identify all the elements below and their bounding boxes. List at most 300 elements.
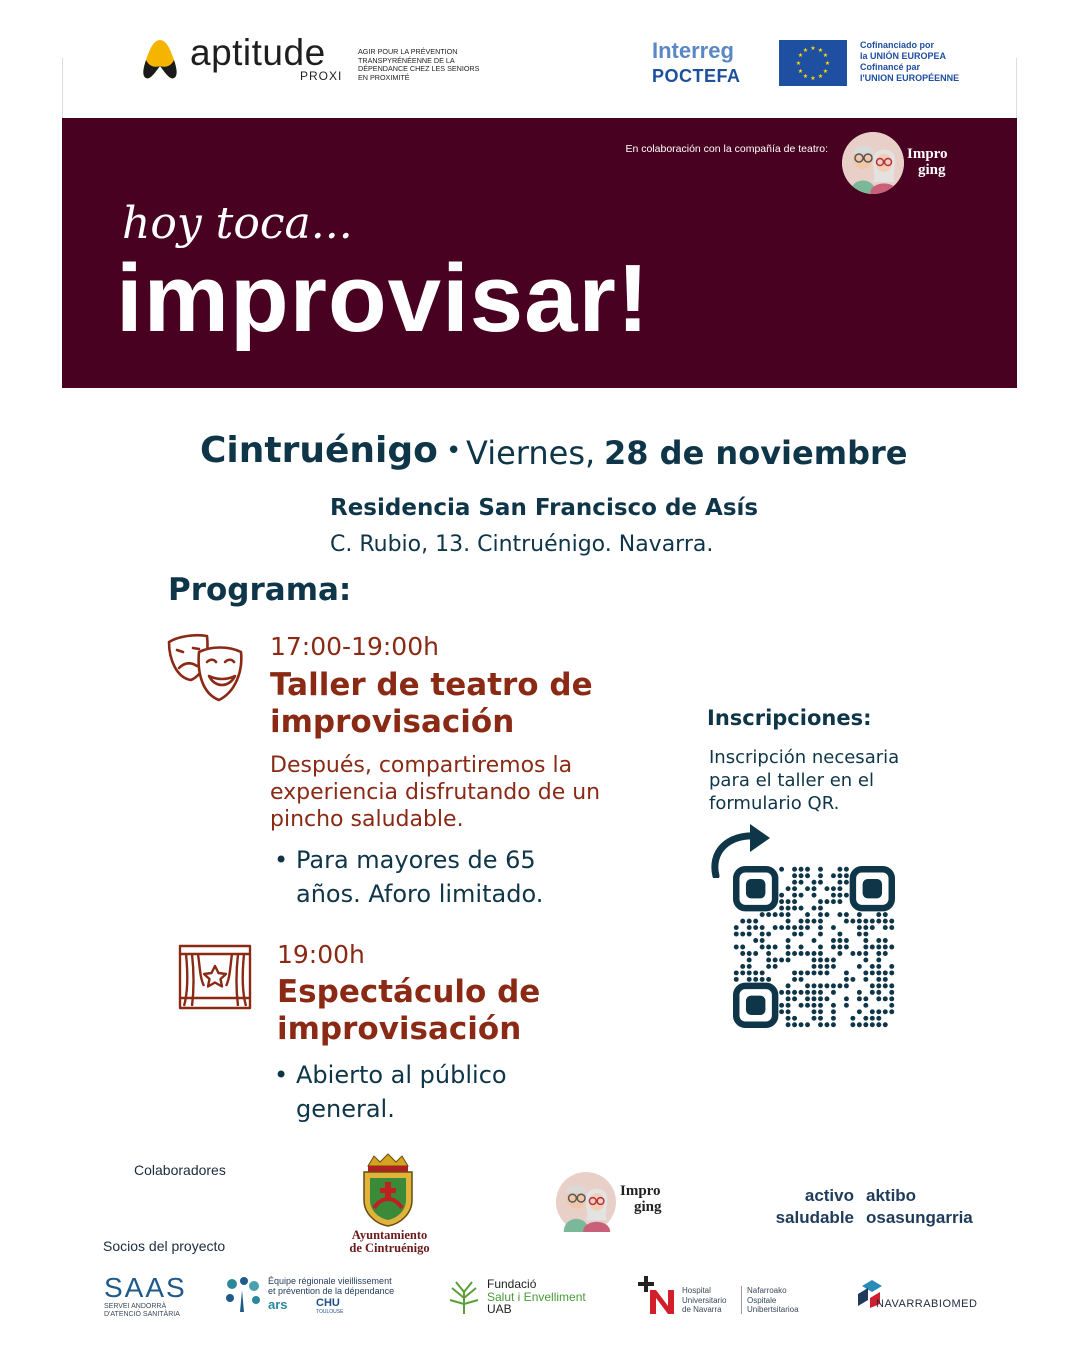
stage-curtain-icon — [178, 944, 252, 1010]
qr-module — [805, 873, 810, 878]
qr-module — [818, 957, 823, 962]
qr-module — [876, 945, 881, 950]
qr-module — [766, 945, 771, 950]
qr-module — [812, 880, 817, 885]
qr-module — [837, 983, 842, 988]
qr-module — [857, 996, 862, 1001]
qr-module — [889, 925, 894, 930]
coat-of-arms-icon — [358, 1152, 418, 1228]
qr-module — [812, 1003, 817, 1008]
qr-module — [766, 957, 771, 962]
qr-module — [844, 1003, 849, 1008]
qr-module — [753, 938, 758, 943]
qr-module — [799, 867, 804, 872]
qr-module — [844, 867, 849, 872]
qr-module — [818, 996, 823, 1001]
qr-module — [824, 983, 829, 988]
qr-module — [850, 951, 855, 956]
ayuntamiento-logo-text — [332, 1229, 447, 1255]
event-day: Viernes, — [466, 434, 596, 472]
qr-module — [760, 925, 765, 930]
qr-module — [805, 970, 810, 975]
qr-module — [773, 925, 778, 930]
hospital-logo-icon — [638, 1276, 678, 1314]
poctefa-logo-text: POCTEFA — [652, 66, 741, 86]
qr-module — [792, 880, 797, 885]
qr-module — [857, 964, 862, 969]
qr-module — [799, 873, 804, 878]
qr-module — [883, 951, 888, 956]
qr-module — [792, 970, 797, 975]
ayuntamiento-line-1: Ayuntamiento — [351, 1228, 428, 1242]
equipe-regionale-logo-icon — [222, 1276, 264, 1312]
svg-text:★: ★ — [810, 45, 816, 52]
svg-text:★: ★ — [797, 52, 804, 59]
nafarroako-line-1: Nafarroako — [747, 1286, 787, 1295]
qr-module — [857, 1022, 862, 1027]
improaging-footer-text-1: Impro — [620, 1183, 661, 1199]
qr-module — [779, 899, 784, 904]
saas-sub — [104, 1303, 180, 1319]
qr-module — [773, 912, 778, 917]
qr-module — [844, 919, 849, 924]
eu-line-3: Cofinancé par — [860, 62, 921, 72]
qr-module — [863, 938, 868, 943]
qr-module — [844, 873, 849, 878]
qr-module — [779, 906, 784, 911]
qr-module — [779, 912, 784, 917]
chu-logo-sub: TOULOUSE — [316, 1309, 344, 1315]
qr-module — [747, 925, 752, 930]
qr-module — [863, 957, 868, 962]
fundacio-line-2: Salut i Envelliment — [487, 1289, 586, 1304]
event-date: 28 de noviembre — [604, 434, 908, 472]
qr-module — [876, 1009, 881, 1014]
qr-module — [818, 1009, 823, 1014]
qr-module — [870, 1022, 875, 1027]
qr-module — [805, 951, 810, 956]
qr-module — [824, 964, 829, 969]
qr-module — [863, 1003, 868, 1008]
hospital-divider — [741, 1286, 742, 1314]
qr-module — [818, 880, 823, 885]
qr-module — [792, 906, 797, 911]
qr-module — [889, 1009, 894, 1014]
qr-module — [863, 1022, 868, 1027]
qr-module — [883, 1022, 888, 1027]
qr-module — [889, 996, 894, 1001]
qr-module — [792, 925, 797, 930]
qr-module — [786, 957, 791, 962]
qr-module — [786, 945, 791, 950]
eu-cofinancing-text — [860, 40, 959, 84]
program-heading: Programa: — [168, 572, 352, 608]
qr-module — [734, 977, 739, 982]
aptitude-tagline: AGIR POUR LA PRÉVENTION TRANSPYRÉNÉENNE DE LA DÉPENDANCE CHEZ LES SENIORS EN PROXIMITÉ — [358, 47, 480, 82]
bullet-dot: • — [274, 1061, 289, 1089]
hospital-line-3: de Navarra — [682, 1305, 722, 1314]
qr-module — [863, 996, 868, 1001]
program-item2-bullet-text: Abierto al público general. — [296, 1061, 507, 1123]
qr-module — [792, 886, 797, 891]
qr-module — [792, 977, 797, 982]
qr-module — [863, 951, 868, 956]
qr-module — [857, 919, 862, 924]
improaging-logo-text-2: ging — [918, 162, 946, 178]
qr-module — [857, 951, 862, 956]
qr-module — [792, 893, 797, 898]
qr-module — [786, 951, 791, 956]
qr-module — [824, 899, 829, 904]
qr-module — [799, 919, 804, 924]
qr-module — [889, 970, 894, 975]
event-separator: • — [446, 436, 462, 466]
qr-module — [786, 1022, 791, 1027]
qr-module — [766, 977, 771, 982]
registration-text: Inscripción necesaria para el taller en el formulario QR. — [709, 747, 900, 814]
qr-module — [850, 1016, 855, 1021]
qr-module — [734, 925, 739, 930]
qr-module — [831, 893, 836, 898]
qr-module — [889, 990, 894, 995]
qr-module — [799, 951, 804, 956]
qr-module — [760, 938, 765, 943]
qr-module — [799, 893, 804, 898]
qr-module — [805, 1003, 810, 1008]
qr-module — [773, 964, 778, 969]
navarrabiomed-logo-text: NAVARRABIOMED — [876, 1298, 978, 1310]
qr-module — [824, 957, 829, 962]
qr-module — [876, 919, 881, 924]
qr-code[interactable] — [733, 866, 895, 1028]
qr-module — [876, 957, 881, 962]
qr-module — [812, 957, 817, 962]
qr-module — [792, 1016, 797, 1021]
program-item1-title: Taller de teatro de improvisación — [270, 667, 593, 740]
ayuntamiento-line-2: de Cintruénigo — [349, 1241, 430, 1255]
qr-module — [876, 970, 881, 975]
qr-module — [824, 886, 829, 891]
fundacio-tree-icon — [444, 1278, 484, 1314]
qr-module — [844, 977, 849, 982]
qr-module — [786, 919, 791, 924]
qr-module — [870, 964, 875, 969]
qr-module — [844, 893, 849, 898]
eu-line-2: la UNIÓN EUROPEA — [860, 51, 947, 61]
aptitude-logo-sub: PROXI — [300, 69, 343, 83]
qr-module — [753, 951, 758, 956]
qr-module — [799, 925, 804, 930]
qr-module — [812, 1016, 817, 1021]
aptitude-logo-icon — [140, 38, 180, 80]
qr-module — [837, 867, 842, 872]
qr-module — [792, 990, 797, 995]
qr-module — [792, 873, 797, 878]
nafarroako-line-2: Ospitale — [747, 1295, 777, 1305]
qr-module — [831, 899, 836, 904]
qr-module — [844, 945, 849, 950]
qr-module — [876, 964, 881, 969]
program-item2-time: 19:00h — [277, 940, 365, 969]
fundacio-line-1: Fundació — [487, 1277, 537, 1291]
banner-title: improvisar! — [116, 245, 650, 352]
qr-module — [824, 996, 829, 1001]
qr-module — [831, 1022, 836, 1027]
qr-module — [747, 951, 752, 956]
qr-module — [760, 912, 765, 917]
qr-module — [812, 964, 817, 969]
qr-module — [831, 873, 836, 878]
svg-text:★: ★ — [822, 52, 829, 59]
svg-text:★: ★ — [817, 73, 824, 80]
qr-module — [831, 1003, 836, 1008]
svg-text:★: ★ — [822, 68, 829, 75]
saas-logo-text: SAAS — [104, 1272, 187, 1303]
qr-module — [812, 951, 817, 956]
banner-subtitle: hoy toca... — [122, 198, 353, 249]
qr-module — [818, 919, 823, 924]
qr-module — [870, 983, 875, 988]
qr-module — [786, 906, 791, 911]
qr-module — [760, 945, 765, 950]
qr-module — [844, 880, 849, 885]
qr-module — [818, 925, 823, 930]
saas-sub-1: SERVEI ANDORRÀ — [104, 1303, 167, 1310]
fundacio-logo-text — [487, 1278, 586, 1316]
qr-finder-inner — [746, 879, 765, 898]
improaging-logo-text-1: Impro — [907, 146, 948, 162]
qr-module — [779, 925, 784, 930]
qr-module — [850, 919, 855, 924]
qr-module — [831, 990, 836, 995]
improaging-logo-icon — [842, 132, 904, 194]
qr-module — [837, 886, 842, 891]
qr-module — [740, 951, 745, 956]
qr-module — [818, 1003, 823, 1008]
qr-module — [818, 945, 823, 950]
qr-module — [863, 977, 868, 982]
qr-module — [805, 925, 810, 930]
qr-module — [863, 945, 868, 950]
qr-module — [786, 1009, 791, 1014]
qr-module — [883, 996, 888, 1001]
event-address: C. Rubio, 13. Cintruénigo. Navarra. — [330, 532, 714, 557]
qr-module — [844, 996, 849, 1001]
qr-module — [812, 919, 817, 924]
program-item1-time: 17:00-19:00h — [270, 632, 439, 661]
qr-module — [799, 970, 804, 975]
qr-module — [805, 990, 810, 995]
eu-line-1: Cofinanciado por — [860, 40, 934, 50]
qr-module — [857, 925, 862, 930]
qr-module — [844, 970, 849, 975]
collaboration-text: En colaboración con la compañía de teatro: — [625, 143, 828, 155]
qr-module — [786, 938, 791, 943]
qr-module — [870, 990, 875, 995]
qr-module — [818, 964, 823, 969]
qr-module — [766, 932, 771, 937]
qr-module — [818, 983, 823, 988]
svg-text:★: ★ — [802, 73, 809, 80]
qr-module — [812, 996, 817, 1001]
hospital-line-1: Hospital — [682, 1286, 711, 1295]
qr-module — [863, 919, 868, 924]
qr-module — [824, 1022, 829, 1027]
qr-module — [812, 906, 817, 911]
qr-module — [831, 938, 836, 943]
theatre-masks-icon — [165, 630, 245, 710]
qr-module — [883, 945, 888, 950]
qr-module — [805, 983, 810, 988]
hospital-logo-text — [682, 1286, 726, 1315]
qr-module — [857, 1009, 862, 1014]
qr-module — [889, 945, 894, 950]
qr-module — [779, 893, 784, 898]
qr-module — [792, 932, 797, 937]
qr-module — [831, 983, 836, 988]
qr-module — [812, 1009, 817, 1014]
nafarroako-line-3: Unibertsitarioa — [747, 1305, 799, 1314]
qr-module — [844, 983, 849, 988]
qr-module — [889, 983, 894, 988]
qr-module — [837, 880, 842, 885]
qr-module — [747, 964, 752, 969]
equipe-regionale-text — [268, 1276, 394, 1296]
qr-module — [786, 912, 791, 917]
qr-module — [870, 919, 875, 924]
qr-module — [786, 996, 791, 1001]
svg-text:★: ★ — [802, 47, 809, 54]
qr-module — [876, 1016, 881, 1021]
qr-module — [799, 1022, 804, 1027]
qr-module — [818, 951, 823, 956]
qr-module — [863, 932, 868, 937]
qr-module — [883, 970, 888, 975]
eu-line-4: l'UNION EUROPÉENNE — [860, 73, 960, 83]
qr-module — [760, 977, 765, 982]
qr-module — [831, 957, 836, 962]
qr-module — [876, 912, 881, 917]
qr-module — [799, 977, 804, 982]
qr-module — [870, 970, 875, 975]
qr-module — [740, 964, 745, 969]
registration-heading: Inscripciones: — [707, 706, 872, 730]
qr-module — [740, 945, 745, 950]
qr-module — [799, 880, 804, 885]
event-town: Cintruénigo — [200, 430, 438, 471]
qr-module — [889, 919, 894, 924]
qr-module — [747, 919, 752, 924]
qr-module — [818, 912, 823, 917]
saas-sub-2: D'ATENCIÓ SANITÀRIA — [104, 1311, 180, 1318]
equipe-line-1: Équipe régionale vieillissement — [268, 1276, 392, 1286]
qr-module — [824, 912, 829, 917]
qr-module — [857, 990, 862, 995]
qr-module — [740, 970, 745, 975]
qr-module — [792, 951, 797, 956]
qr-module — [831, 964, 836, 969]
activo-line-1: activo — [804, 1186, 854, 1205]
qr-module — [812, 886, 817, 891]
program-item1-bullet-text: Para mayores de 65 años. Aforo limitado. — [296, 846, 544, 908]
qr-module — [786, 983, 791, 988]
qr-module — [747, 932, 752, 937]
qr-module — [870, 925, 875, 930]
qr-module — [779, 1009, 784, 1014]
qr-module — [799, 990, 804, 995]
qr-module — [799, 1003, 804, 1008]
qr-module — [786, 990, 791, 995]
qr-module — [837, 893, 842, 898]
interreg-logo-text: Interreg — [652, 38, 734, 63]
qr-module — [786, 1016, 791, 1021]
qr-module — [734, 945, 739, 950]
bullet-dot: • — [274, 846, 289, 874]
header-divider-left — [62, 58, 63, 120]
qr-module — [812, 938, 817, 943]
qr-module — [831, 945, 836, 950]
svg-text:★: ★ — [824, 60, 831, 67]
qr-module — [805, 867, 810, 872]
aktibo-line-2: osasungarria — [866, 1208, 973, 1227]
qr-module — [734, 970, 739, 975]
hospital-line-2: Universitario — [682, 1295, 727, 1305]
qr-module — [837, 945, 842, 950]
qr-module — [883, 912, 888, 917]
activo-line-2: saludable — [775, 1208, 854, 1227]
qr-module — [844, 938, 849, 943]
qr-module — [876, 977, 881, 982]
partners-label: Socios del proyecto — [103, 1238, 226, 1254]
qr-module — [812, 990, 817, 995]
qr-module — [818, 873, 823, 878]
qr-module — [740, 932, 745, 937]
qr-module — [857, 932, 862, 937]
program-item1-bullet — [274, 843, 594, 911]
qr-module — [786, 925, 791, 930]
qr-module — [753, 925, 758, 930]
qr-module — [734, 932, 739, 937]
qr-module — [870, 1016, 875, 1021]
qr-module — [837, 873, 842, 878]
qr-module — [824, 970, 829, 975]
qr-module — [812, 970, 817, 975]
qr-module — [786, 886, 791, 891]
qr-module — [766, 964, 771, 969]
ars-logo-text: ars — [268, 1297, 288, 1312]
qr-module — [792, 996, 797, 1001]
program-item2-title: Espectáculo de improvisación — [277, 974, 541, 1047]
qr-finder-inner — [746, 996, 765, 1015]
header-divider-right — [1016, 58, 1017, 120]
qr-module — [876, 938, 881, 943]
qr-module — [818, 1016, 823, 1021]
qr-module — [883, 1009, 888, 1014]
qr-module — [773, 957, 778, 962]
program-item2-bullet — [274, 1058, 564, 1126]
qr-module — [837, 912, 842, 917]
qr-module — [870, 945, 875, 950]
improaging-footer-text-2: ging — [634, 1199, 662, 1215]
eu-flag-icon — [779, 40, 847, 86]
qr-module — [818, 906, 823, 911]
qr-module — [779, 867, 784, 872]
chu-logo-text: CHU — [316, 1297, 340, 1309]
nafarroako-logo-text — [747, 1286, 799, 1315]
aktibo-osasungarria-logo — [866, 1185, 973, 1229]
svg-text:★: ★ — [817, 47, 824, 54]
qr-module — [831, 1016, 836, 1021]
